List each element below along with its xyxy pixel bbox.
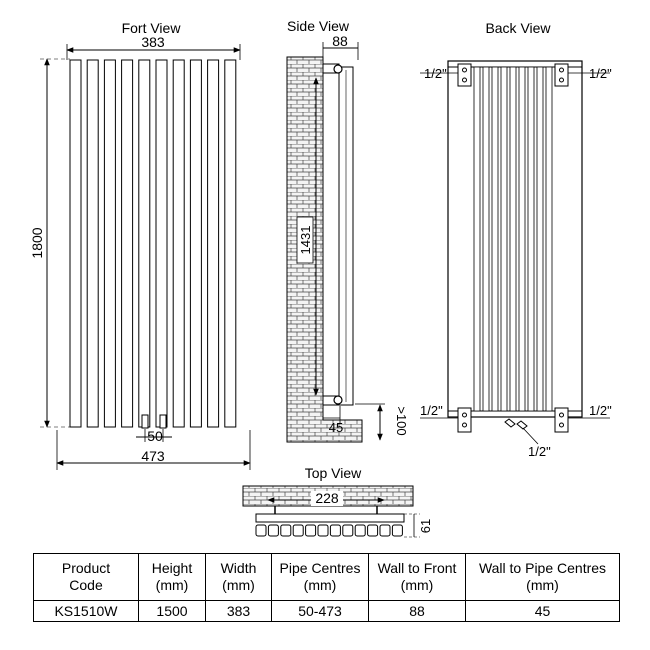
- spec-table-header-5: [466, 554, 620, 601]
- spec-table-header-4: [369, 554, 466, 601]
- front-overall-width-dim: 473: [141, 448, 165, 464]
- spec-table-header-line: (mm): [400, 577, 434, 593]
- front-tube: [70, 60, 81, 427]
- spec-table-header-line: (mm): [155, 577, 189, 593]
- top-depth-dim: 61: [418, 518, 433, 534]
- front-tube: [139, 60, 150, 427]
- back-tube: [519, 67, 525, 411]
- back-tube: [492, 67, 498, 411]
- spec-table-header-2: [206, 554, 272, 601]
- top-view-title: Top View: [304, 465, 362, 481]
- front-tube: [208, 60, 219, 427]
- back-tube: [546, 67, 552, 411]
- top-tube: [355, 525, 365, 536]
- back-fitting-bottom-left-label: 1/2": [420, 403, 443, 418]
- top-tube: [343, 525, 353, 536]
- front-width-dim: 383: [141, 34, 165, 50]
- spec-table-cell: 50-473: [272, 601, 369, 622]
- spec-table-cell: 45: [466, 601, 620, 622]
- spec-table-header-line: Width: [220, 560, 257, 576]
- back-fitting-top-left-label: 1/2": [424, 66, 447, 81]
- spec-table-header-row: [34, 554, 620, 601]
- back-valves: [505, 419, 538, 444]
- top-tube: [368, 525, 378, 536]
- back-view-title: Back View: [485, 20, 551, 36]
- front-tube: [87, 60, 98, 427]
- spec-table-header-0: [34, 554, 139, 601]
- front-view-title: Fort View: [121, 20, 181, 36]
- back-fitting-top-left: [458, 64, 471, 86]
- side-depth-dim: 88: [332, 33, 348, 49]
- top-tube: [306, 525, 316, 536]
- top-width-dim: 228: [315, 490, 339, 506]
- spec-table-header-1: [139, 554, 206, 601]
- spec-table-cell: 1500: [139, 601, 206, 622]
- top-tubes: [256, 525, 402, 536]
- front-tube: [156, 60, 167, 427]
- spec-table-header-line: (mm): [303, 577, 337, 593]
- top-tube: [330, 525, 340, 536]
- back-tubes: [474, 67, 552, 411]
- side-pipe-offset-dim: 45: [328, 420, 344, 435]
- front-pipe-right: [160, 415, 166, 428]
- spec-table-cell: KS1510W: [34, 601, 139, 622]
- spec-table-row: [34, 601, 620, 622]
- back-fitting-bottom-left: [458, 408, 471, 432]
- front-tube: [173, 60, 184, 427]
- spec-table: [33, 553, 620, 622]
- top-tube: [380, 525, 390, 536]
- back-valve-label: 1/2": [528, 444, 551, 459]
- top-tube: [281, 525, 291, 536]
- back-fitting-bottom-right: [555, 408, 568, 432]
- back-view: [420, 20, 612, 459]
- front-view: [29, 20, 250, 470]
- spec-table-header-line: Wall to Front: [377, 560, 457, 576]
- back-tube: [483, 67, 489, 411]
- spec-table-header-line: (mm): [526, 577, 559, 593]
- spec-table-body: [34, 601, 620, 622]
- front-height-dim: 1800: [29, 227, 45, 259]
- back-fitting-bottom-right-label: 1/2": [589, 403, 612, 418]
- front-tube: [190, 60, 201, 427]
- back-fitting-top-right-label: 1/2": [589, 66, 612, 81]
- front-tube: [104, 60, 115, 427]
- top-tube: [256, 525, 266, 536]
- side-bracket-dim: 1431: [298, 225, 313, 255]
- spec-table-cell: 88: [369, 601, 466, 622]
- back-tube: [501, 67, 507, 411]
- back-tube: [537, 67, 543, 411]
- front-tube: [122, 60, 133, 427]
- top-tube: [268, 525, 278, 536]
- spec-table-header-line: Wall to Pipe Centres: [478, 560, 607, 576]
- back-tube: [528, 67, 534, 411]
- side-view: [287, 18, 409, 442]
- spec-table-cell: 383: [206, 601, 272, 622]
- spec-table-header-line: Height: [151, 560, 193, 576]
- top-radiator-bar: [256, 514, 404, 522]
- spec-table-header-line: Pipe Centres: [279, 560, 361, 576]
- spec-table-header-line: Code: [69, 577, 103, 593]
- front-tube: [225, 60, 236, 427]
- back-tube: [474, 67, 480, 411]
- side-floor-dim: >100: [394, 406, 409, 436]
- front-pipe-left: [142, 415, 148, 428]
- front-pipe-gap-dim: 50: [147, 428, 163, 444]
- top-tube: [318, 525, 328, 536]
- top-tube: [392, 525, 402, 536]
- front-tubes: [70, 60, 236, 427]
- top-view: [243, 465, 433, 537]
- side-view-title: Side View: [286, 18, 350, 34]
- top-tube: [293, 525, 303, 536]
- spec-table-header-3: [272, 554, 369, 601]
- back-tube: [510, 67, 516, 411]
- back-fitting-top-right: [555, 64, 568, 86]
- spec-table-header-line: Product: [61, 560, 111, 576]
- spec-table-header-line: (mm): [222, 577, 255, 593]
